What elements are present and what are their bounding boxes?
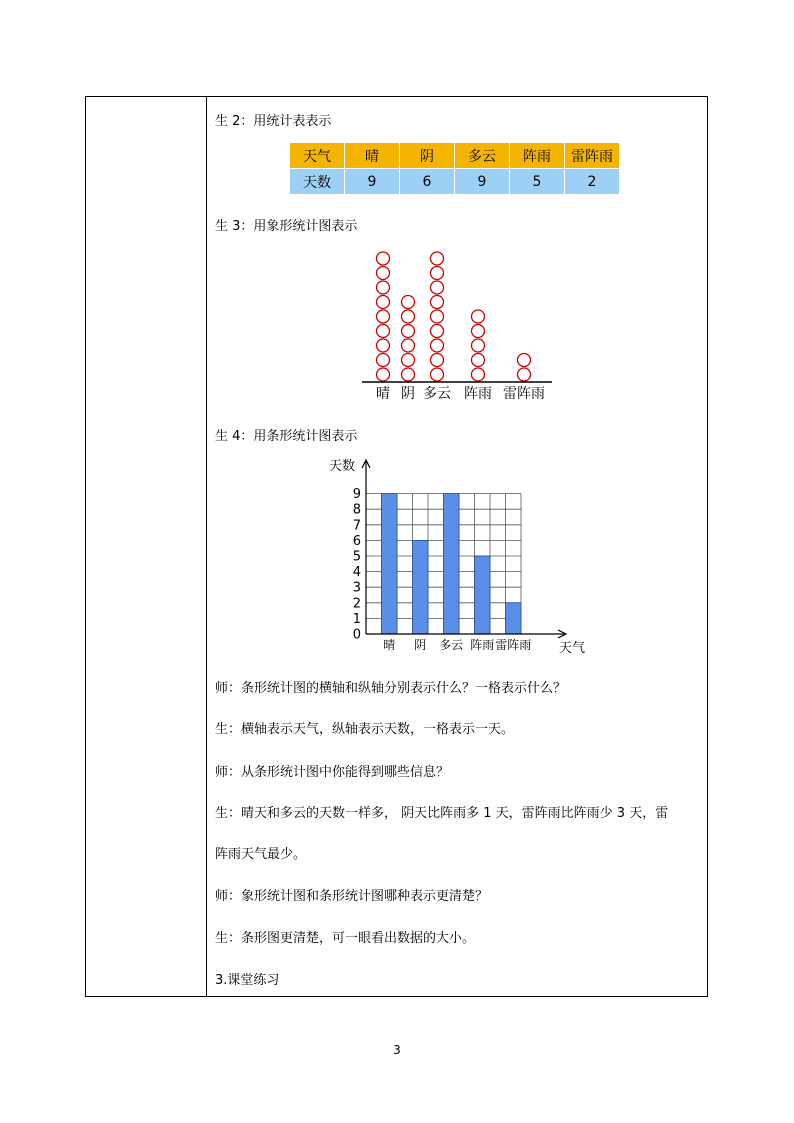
pictograph-symbol: [377, 339, 390, 352]
x-tick-label: 阴: [414, 638, 427, 652]
bar: [506, 603, 522, 634]
pictograph-symbol: [472, 310, 485, 323]
pictograph-symbol: [377, 252, 390, 265]
pictograph-symbol: [377, 281, 390, 294]
bar: [444, 494, 460, 634]
pictograph-symbol: [431, 354, 444, 367]
table-header-cell: 雷阵雨: [565, 143, 620, 169]
table-cell: 5: [510, 169, 565, 195]
pictograph-symbol: [431, 310, 444, 323]
bar: [382, 494, 398, 634]
pictograph-symbol: [377, 310, 390, 323]
pictograph-symbol: [402, 325, 415, 338]
pictograph-symbol: [402, 339, 415, 352]
weather-stat-table: [289, 142, 620, 195]
y-tick-label: 1: [352, 611, 361, 627]
bar-chart: [326, 454, 596, 660]
student3-line: 生 3：用象形统计图表示: [215, 219, 358, 234]
pictograph-symbol: [472, 339, 485, 352]
teacher-question-3: 师：象形统计图和条形统计图哪种表示更清楚？: [215, 889, 489, 904]
pictograph-category-label: 雷阵雨: [503, 386, 545, 402]
table-cell: 天数: [290, 169, 345, 195]
x-tick-label: 多云: [439, 638, 464, 652]
table-header-cell: 阴: [400, 143, 455, 169]
page-number: 3: [393, 1043, 401, 1057]
student4-line: 生 4：用条形统计图表示: [215, 429, 358, 444]
table-header-cell: 阵雨: [510, 143, 565, 169]
pictograph-symbol: [402, 354, 415, 367]
pictograph-category-label: 阵雨: [464, 386, 492, 402]
student-answer-2-line1: 生：晴天和多云的天数一样多， 阴天比阵雨多 1 天，雷阵雨比阵雨少 3 天，雷: [215, 806, 669, 821]
student-answer-3: 生：条形图更清楚，可一眼看出数据的大小。: [215, 931, 476, 946]
y-tick-label: 0: [352, 627, 361, 643]
table-cell: 2: [565, 169, 620, 195]
student-answer-1: 生：横轴表示天气，纵轴表示天数，一格表示一天。: [215, 722, 515, 737]
pictograph-symbol: [518, 354, 531, 367]
pictograph-symbol: [472, 368, 485, 381]
pictograph-symbol: [431, 296, 444, 309]
pictograph-category-label: 晴: [376, 386, 390, 402]
x-tick-label: 阵雨: [470, 638, 495, 652]
pictograph-symbol: [431, 368, 444, 381]
pictograph-symbol: [431, 339, 444, 352]
pictograph-symbol: [402, 310, 415, 323]
y-tick-label: 4: [352, 565, 361, 581]
y-tick-label: 8: [352, 502, 361, 518]
y-tick-label: 3: [352, 580, 361, 596]
section-heading: 3.课堂练习: [215, 973, 280, 988]
y-tick-label: 6: [352, 533, 361, 549]
pictograph-symbol: [431, 267, 444, 280]
bar: [475, 556, 491, 634]
pictograph-symbol: [472, 325, 485, 338]
table-cell: 9: [455, 169, 510, 195]
table-header-cell: 晴: [345, 143, 400, 169]
pictograph-symbol: [377, 354, 390, 367]
table-header-cell: 多云: [455, 143, 510, 169]
y-axis-label: 天数: [328, 459, 356, 474]
y-tick-label: 7: [352, 518, 361, 534]
pictograph-symbol: [377, 368, 390, 381]
table-header-cell: 天气: [290, 143, 345, 169]
pictograph-symbol: [431, 281, 444, 294]
teacher-question-1: 师：条形统计图的横轴和纵轴分别表示什么？一格表示什么？: [215, 681, 567, 696]
x-tick-label: 晴: [383, 638, 396, 652]
teacher-question-2: 师：从条形统计图中你能得到哪些信息？: [215, 765, 450, 780]
student-answer-2-line2: 阵雨天气最少。: [215, 847, 307, 862]
x-axis-label: 天气: [558, 641, 586, 656]
pictograph-symbol: [431, 325, 444, 338]
pictograph-symbol: [472, 354, 485, 367]
pictograph-chart: [360, 244, 560, 404]
pictograph-symbol: [402, 368, 415, 381]
x-tick-label: 雷阵雨: [495, 638, 532, 652]
table-cell: 6: [400, 169, 455, 195]
pictograph-symbol: [377, 267, 390, 280]
table-cell: 9: [345, 169, 400, 195]
pictograph-symbol: [377, 296, 390, 309]
y-tick-label: 5: [352, 549, 361, 565]
column-divider: [206, 96, 207, 997]
pictograph-symbol: [518, 368, 531, 381]
pictograph-symbol: [402, 296, 415, 309]
pictograph-category-label: 阴: [401, 386, 415, 402]
bar: [413, 540, 429, 634]
y-tick-label: 9: [352, 487, 361, 503]
pictograph-symbol: [377, 325, 390, 338]
pictograph-symbol: [431, 252, 444, 265]
pictograph-category-label: 多云: [423, 386, 451, 402]
y-tick-label: 2: [352, 596, 361, 612]
student2-line: 生 2：用统计表表示: [215, 114, 332, 129]
